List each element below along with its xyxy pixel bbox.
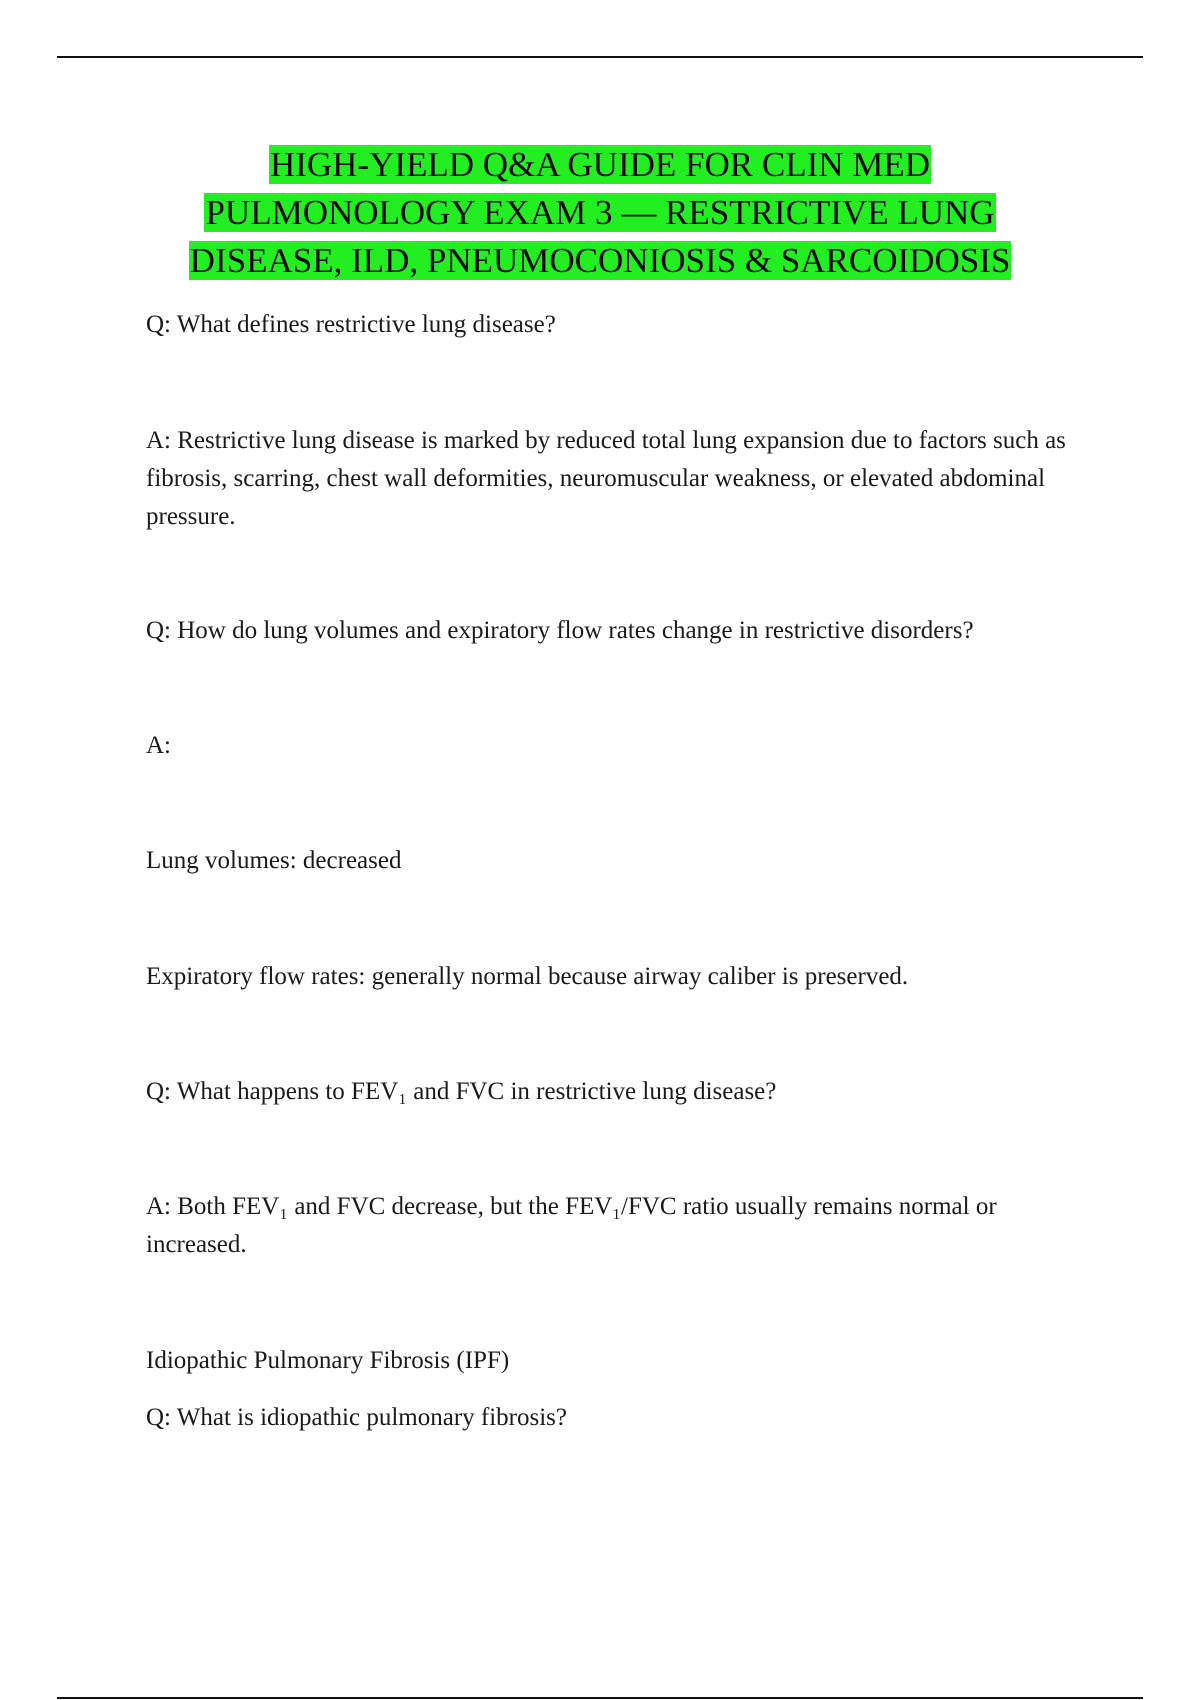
answer-restrictive-definition: A: Restrictive lung disease is marked by reduced total lung expansion due to factors such as fibrosis, scarring, chest wall deformities, neuromuscular weakness, or elevated abdominal pressure. bbox=[146, 427, 1066, 530]
answer-lung-volumes: Lung volumes: decreased bbox=[146, 847, 402, 874]
document-title bbox=[100, 141, 1100, 285]
answer-fev1-fvc: A: Both FEV₁ and FVC decrease, but the FEV₁/FVC ratio usually remains normal or increased. bbox=[146, 1193, 997, 1258]
question-restrictive-definition: Q: What defines restrictive lung disease? bbox=[146, 311, 556, 338]
title-line: DISEASE, ILD, PNEUMOCONIOSIS & SARCOIDOSIS bbox=[189, 241, 1011, 280]
section-heading-ipf: Idiopathic Pulmonary Fibrosis (IPF) bbox=[146, 1347, 510, 1374]
answer-flow-rates: Expiratory flow rates: generally normal because airway caliber is preserved. bbox=[146, 963, 909, 990]
title-line: PULMONOLOGY EXAM 3 — RESTRICTIVE LUNG bbox=[205, 193, 995, 232]
answer-label: A: bbox=[146, 732, 171, 759]
question-fev1-fvc: Q: What happens to FEV₁ and FVC in restrictive lung disease? bbox=[146, 1078, 777, 1105]
bottom-divider bbox=[57, 1697, 1143, 1699]
question-lung-volumes: Q: How do lung volumes and expiratory flow rates change in restrictive disorders? bbox=[146, 617, 974, 644]
question-ipf-definition: Q: What is idiopathic pulmonary fibrosis? bbox=[146, 1404, 567, 1431]
top-divider bbox=[57, 56, 1143, 58]
title-line: HIGH-YIELD Q&A GUIDE FOR CLIN MED bbox=[269, 145, 931, 184]
